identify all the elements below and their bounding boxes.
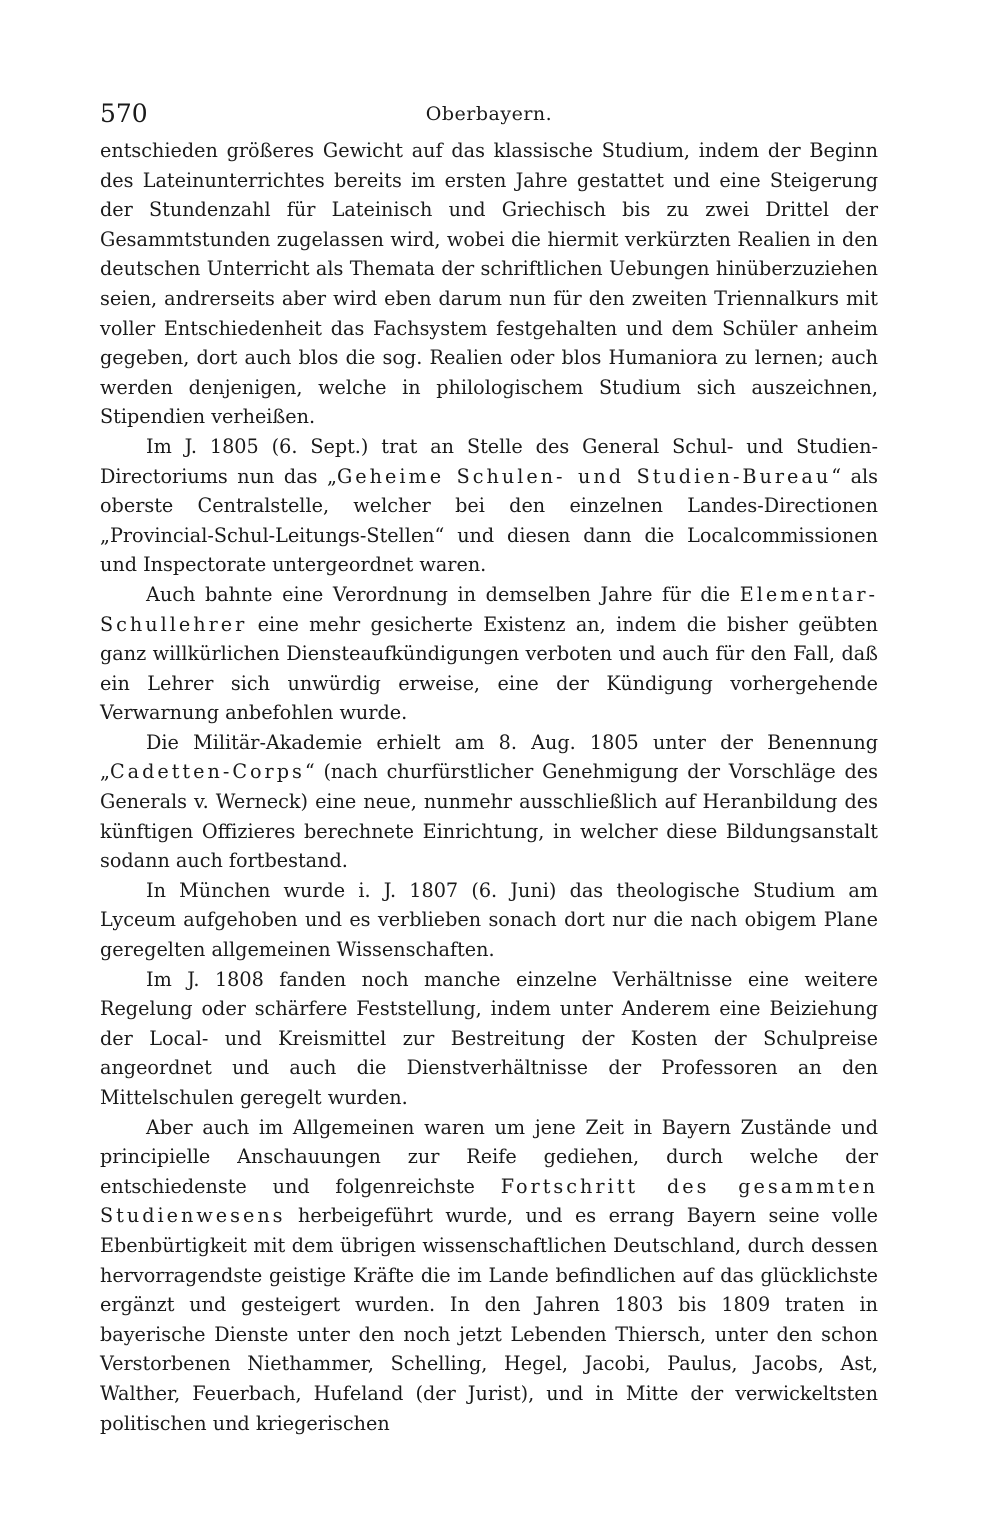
paragraph [100,965,878,1113]
paragraph [100,876,878,965]
paragraph [100,432,878,580]
paragraph-text: Auch bahnte eine Verordnung in demselben Jahre für die [146,582,740,606]
paragraph-text: In München wurde i. J. 1807 (6. Juni) das theologische Studium am Lyceum aufgehoben und es verblieben sonach dort nur die nach obigem Plane geregelten allgemeinen Wissenschaften. [100,878,878,962]
paragraph-text: eine mehr gesicherte Existenz an, indem die bisher geübten ganz willkürlichen Diensteaufkündigungen verboten und auch für den Fall, daß ein Lehrer sich unwürdig erweise, eine der Kündigung vorhergehende Verwarnung anbefohlen wurde. [100,612,878,725]
page-number: 570 [100,99,148,128]
paragraph [100,728,878,876]
body-text [100,136,878,1438]
paragraph-text: “ als oberste Centralstelle, welcher bei den einzelnen Landes-Directionen „Provincial-Schul-Leitungs-Stellen“ und diesen dann die Localcommissionen und Inspectorate untergeordnet waren. [100,464,878,577]
paragraph-text: Im J. 1808 fanden noch manche einzelne Verhältnisse eine weitere Regelung oder schärfere Feststellung, indem unter Anderem eine Beiziehung der Local- und Kreismittel zur Bestreitung der Kosten der Schulpreise angeordnet und auch die Dienstverhältnisse der Professoren an den Mittelschulen geregelt wurden. [100,967,878,1109]
book-page [100,96,878,1438]
spaced-emphasis: Elementar-Schullehrer [100,582,878,636]
page-header [100,96,878,136]
paragraph-text: Im J. 1805 (6. Sept.) trat an Stelle des General Schul- und Studien-Directoriums nun das „ [100,434,878,488]
running-head: Oberbayern. [425,103,553,125]
paragraph-text: herbeigeführt wurde, und es errang Bayern seine volle Ebenbürtigkeit mit dem übrigen wissenschaftlichen Deutschland, durch dessen hervorragendste geistige Kräfte die im Lande befindlichen auf das glücklichste ergänzt und gesteigert wurden. In den Jahren 1803 bis 1809 traten in bayerische Dienste unter den noch jetzt Lebenden Thiersch, unter den schon Verstorbenen Niethammer, Schelling, Hegel, Jacobi, Paulus, Jacobs, Ast, Walther, Feuerbach, Hufeland (der Jurist), und in Mitte der verwickeltsten politischen und kriegerischen [100,1204,878,1435]
paragraph-text: Aber auch im Allgemeinen waren um jene Zeit in Bayern Zustände und principielle Anschauungen zur Reife gediehen, durch welche der entschiedenste und folgenreichste [100,1115,878,1198]
spaced-emphasis: Geheime Schulen- und Studien-Bureau [336,464,832,488]
paragraph-text: Die Militär-Akademie erhielt am 8. Aug. 1805 unter der Benennung „ [100,730,878,784]
paragraph [100,580,878,728]
paragraph-text: “ (nach churfürstlicher Genehmigung der Vorschläge des Generals v. Werneck) eine neue, nunmehr ausschließlich auf Heranbildung des künftigen Offizieres berechnete Einrichtung, in welcher diese Bildungsanstalt sodann auch fortbestand. [100,760,878,873]
spaced-emphasis: Cadetten-Corps [109,760,305,784]
paragraph [100,136,878,432]
spaced-emphasis: Fortschritt des gesammten Studienwesens [100,1174,878,1228]
paragraph [100,1113,878,1439]
paragraph-text: entschieden größeres Gewicht auf das klassische Studium, indem der Beginn des Lateinunterrichtes bereits im ersten Jahre gestattet und eine Steigerung der Stundenzahl für Lateinisch und Griechisch bis zu zwei Drittel der Gesammtstunden zugelassen wird, wobei die hiermit verkürzten Realien in den deutschen Unterricht als Themata der schriftlichen Uebungen hinüberzuziehen seien, andrerseits aber wird eben darum nun für den zweiten Triennalkurs mit voller Entschiedenheit das Fachsystem festgehalten und dem Schüler anheim gegeben, dort auch blos die sog. Realien oder blos Humaniora zu lernen; auch werden denjenigen, welche in philologischem Studium sich auszeichnen, Stipendien verheißen. [100,139,878,429]
